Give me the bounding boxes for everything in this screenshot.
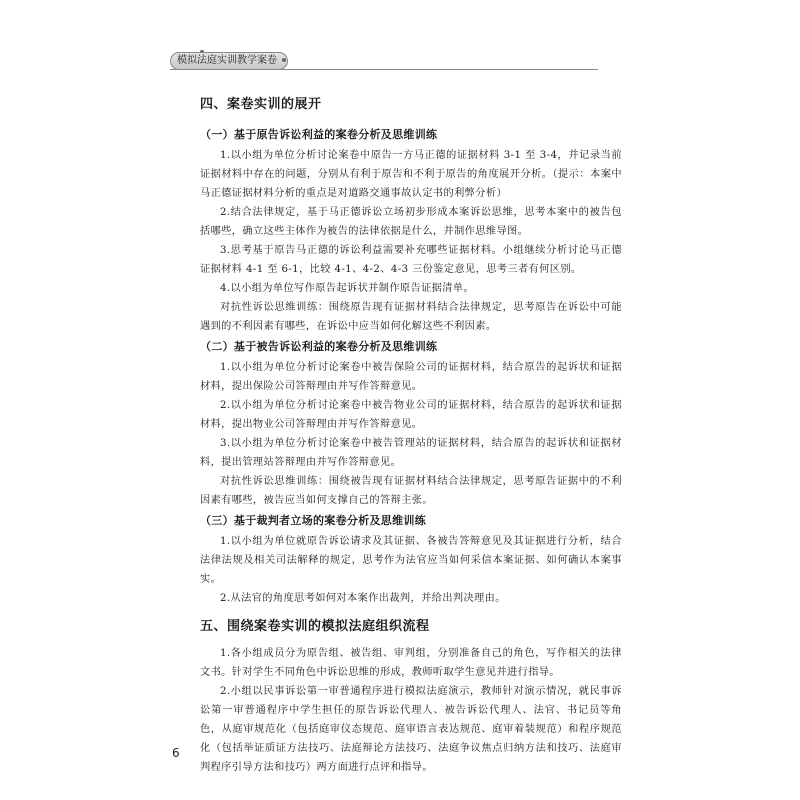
- section4-sub3-heading: （三）基于裁判者立场的案卷分析及思维训练: [200, 514, 426, 527]
- header-dot-right: [282, 58, 286, 62]
- section5-heading: 五、围绕案卷实训的模拟法庭组织流程: [200, 619, 430, 634]
- paragraph: 2.结合法律规定，基于马正德诉讼立场初步形成本案诉讼思维，思考本案中的被告包括哪些，确立这些主体作为被告的法律依据是什么，并制作思维导图。: [200, 207, 622, 237]
- header-title: 模拟法庭实训教学案卷: [170, 52, 288, 70]
- section4-sub1-heading: （一）基于原告诉讼利益的案卷分析及思维训练: [200, 128, 438, 141]
- page-number: 6: [172, 746, 180, 760]
- page-body: [200, 96, 622, 777]
- section4-heading: 四、案卷实训的展开: [200, 97, 322, 112]
- paragraph: 2.以小组为单位分析讨论案卷中被告物业公司的证据材料，结合原告的起诉状和证据材料，提出物业公司答辩理由并写作答辩意见。: [200, 400, 622, 430]
- paragraph: 1.以小组为单位分析讨论案卷中原告一方马正德的证据材料 3-1 至 3-4，并记录当前证据材料中存在的问题，分别从有利于原告和不利于原告的角度展开分析。（提示：本案中马正德证据材料分析的重点是对道路交通事故认定书的利弊分析）: [200, 150, 622, 199]
- paragraph: 1.以小组为单位就原告诉讼请求及其证据、各被告答辩意见及其证据进行分析，结合法律法规及相关司法解释的规定，思考作为法官应当如何采信本案证据、如何确认本案事实。: [200, 536, 622, 585]
- paragraph: 2.从法官的角度思考如何对本案作出裁判，并给出判决理由。: [220, 593, 506, 604]
- paragraph: 3.以小组为单位分析讨论案卷中被告管理站的证据材料，结合原告的起诉状和证据材料，提出管理站答辩理由并写作答辩意见。: [200, 438, 622, 468]
- section4-sub2-heading: （二）基于被告诉讼利益的案卷分析及思维训练: [200, 340, 438, 353]
- paragraph: 对抗性诉讼思维训练：围绕原告现有证据材料结合法律规定，思考原告在诉讼中可能遇到的不利因素有哪些，在诉讼中应当如何化解这些不利因素。: [200, 302, 622, 332]
- paragraph: 4.以小组为单位写作原告起诉状并制作原告证据清单。: [220, 283, 475, 294]
- paragraph: 3.思考基于原告马正德的诉讼利益需要补充哪些证据材料。小组继续分析讨论马正德证据材料 4-1 至 6-1，比较 4-1、4-2、4-3 三份鉴定意见，思考三者有何区别。: [200, 245, 622, 275]
- header-rule: [170, 69, 598, 70]
- paragraph: 1.各小组成员分为原告组、被告组、审判组，分别准备自己的角色，写作相关的法律文书。针对学生不同角色中诉讼思维的形成，教师听取学生意见并进行指导。: [200, 648, 622, 678]
- paragraph: 对抗性诉讼思维训练：围绕被告现有证据材料结合法律规定，思考原告证据中的不利因素有哪些，被告应当如何支撑自己的答辩主张。: [200, 476, 622, 506]
- paragraph: 1.以小组为单位分析讨论案卷中被告保险公司的证据材料，结合原告的起诉状和证据材料，提出保险公司答辩理由并写作答辩意见。: [200, 362, 622, 392]
- paragraph: 2.小组以民事诉讼第一审普通程序进行模拟法庭演示，教师针对演示情况，就民事诉讼第一审普通程序中学生担任的原告诉讼代理人、被告诉讼代理人、法官、书记员等角色，从庭审规范化（包括庭审仪态规范、庭审语言表达规范、庭审着装规范）和程序规范化（包括举证质证方法技巧、法庭辩论方法技巧、法庭争议焦点归纳方法和技巧、法庭审判程序引导方法和技巧）两方面进行点评和指导。: [200, 686, 622, 773]
